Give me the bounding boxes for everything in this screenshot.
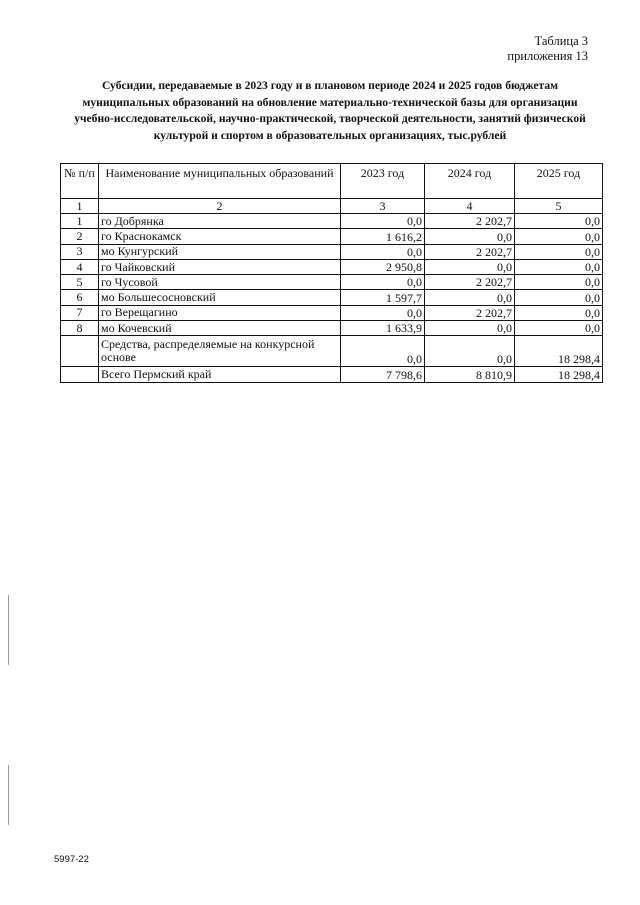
value-2024: 2 202,7 — [425, 244, 515, 259]
row-number — [61, 367, 99, 382]
table-row — [61, 275, 603, 290]
column-number: 3 — [341, 199, 425, 214]
value-2025: 0,0 — [515, 229, 603, 244]
value-2023: 0,0 — [341, 275, 425, 290]
value-2025: 0,0 — [515, 290, 603, 305]
total-row — [61, 367, 603, 382]
title-line: учебно-исследовательской, научно-практической, творческой деятельности, занятий физической — [74, 112, 586, 125]
value-2024: 2 202,7 — [425, 275, 515, 290]
appendix-table-label: Таблица 3 — [534, 34, 588, 48]
document-title — [60, 78, 600, 144]
column-number: 2 — [99, 199, 341, 214]
value-2023: 1 633,9 — [341, 321, 425, 336]
subsidies-table — [60, 163, 603, 383]
value-2023: 2 950,8 — [341, 259, 425, 274]
header-municipality: Наименование муниципальных образований — [99, 164, 341, 199]
title-line: Субсидии, передаваемые в 2023 году и в плановом периоде 2024 и 2025 годов бюджетам — [101, 79, 559, 92]
table-row — [61, 244, 603, 259]
value-2024: 0,0 — [425, 336, 515, 367]
table-row — [61, 214, 603, 229]
row-number: 5 — [61, 275, 99, 290]
table-row — [61, 229, 603, 244]
value-2023: 1 616,2 — [341, 229, 425, 244]
value-2024: 2 202,7 — [425, 305, 515, 320]
table-row — [61, 321, 603, 336]
row-number — [61, 336, 99, 367]
municipality-name: го Краснокамск — [99, 229, 341, 244]
table-row — [61, 259, 603, 274]
table-header-row — [61, 164, 603, 199]
total-2023: 7 798,6 — [341, 367, 425, 382]
total-2025: 18 298,4 — [515, 367, 603, 382]
column-number: 5 — [515, 199, 603, 214]
competitive-funds-label: Средства, распределяемые на конкурсной основе — [99, 336, 341, 367]
value-2025: 0,0 — [515, 275, 603, 290]
municipality-name: мо Кочевский — [99, 321, 341, 336]
value-2025: 0,0 — [515, 244, 603, 259]
value-2024: 2 202,7 — [425, 214, 515, 229]
value-2023: 0,0 — [341, 244, 425, 259]
value-2023: 0,0 — [341, 214, 425, 229]
column-number: 4 — [425, 199, 515, 214]
municipality-name: мо Большесосновский — [99, 290, 341, 305]
appendix-number-label: приложения 13 — [507, 49, 588, 63]
value-2023: 0,0 — [341, 336, 425, 367]
municipality-name: го Верещагино — [99, 305, 341, 320]
total-2024: 8 810,9 — [425, 367, 515, 382]
row-number: 3 — [61, 244, 99, 259]
value-2023: 1 597,7 — [341, 290, 425, 305]
scan-margin-mark — [8, 595, 9, 665]
title-line: культурой и спортом в образовательных организациях, тыс.рублей — [153, 128, 507, 142]
row-number: 1 — [61, 214, 99, 229]
scan-margin-mark — [8, 765, 9, 825]
value-2025: 0,0 — [515, 259, 603, 274]
value-2025: 18 298,4 — [515, 336, 603, 367]
table-row — [61, 305, 603, 320]
header-number: № п/п — [61, 164, 99, 199]
value-2024: 0,0 — [425, 229, 515, 244]
header-year-2025: 2025 год — [515, 164, 603, 199]
value-2024: 0,0 — [425, 290, 515, 305]
value-2025: 0,0 — [515, 214, 603, 229]
column-number: 1 — [61, 199, 99, 214]
table-row — [61, 290, 603, 305]
municipality-name: го Добрянка — [99, 214, 341, 229]
row-number: 2 — [61, 229, 99, 244]
value-2024: 0,0 — [425, 259, 515, 274]
competitive-funds-row — [61, 336, 603, 367]
total-label: Всего Пермский край — [99, 367, 341, 382]
row-number: 4 — [61, 259, 99, 274]
header-year-2023: 2023 год — [341, 164, 425, 199]
appendix-reference — [507, 34, 588, 64]
header-year-2024: 2024 год — [425, 164, 515, 199]
row-number: 6 — [61, 290, 99, 305]
value-2023: 0,0 — [341, 305, 425, 320]
value-2025: 0,0 — [515, 305, 603, 320]
column-number-row — [61, 199, 603, 214]
document-code: 5997-22 — [54, 854, 89, 865]
municipality-name: го Чусовой — [99, 275, 341, 290]
row-number: 7 — [61, 305, 99, 320]
municipality-name: го Чайковский — [99, 259, 341, 274]
value-2025: 0,0 — [515, 321, 603, 336]
municipality-name: мо Кунгурский — [99, 244, 341, 259]
row-number: 8 — [61, 321, 99, 336]
title-line: муниципальных образований на обновление материально-технической базы для организации — [82, 95, 578, 109]
value-2024: 0,0 — [425, 321, 515, 336]
